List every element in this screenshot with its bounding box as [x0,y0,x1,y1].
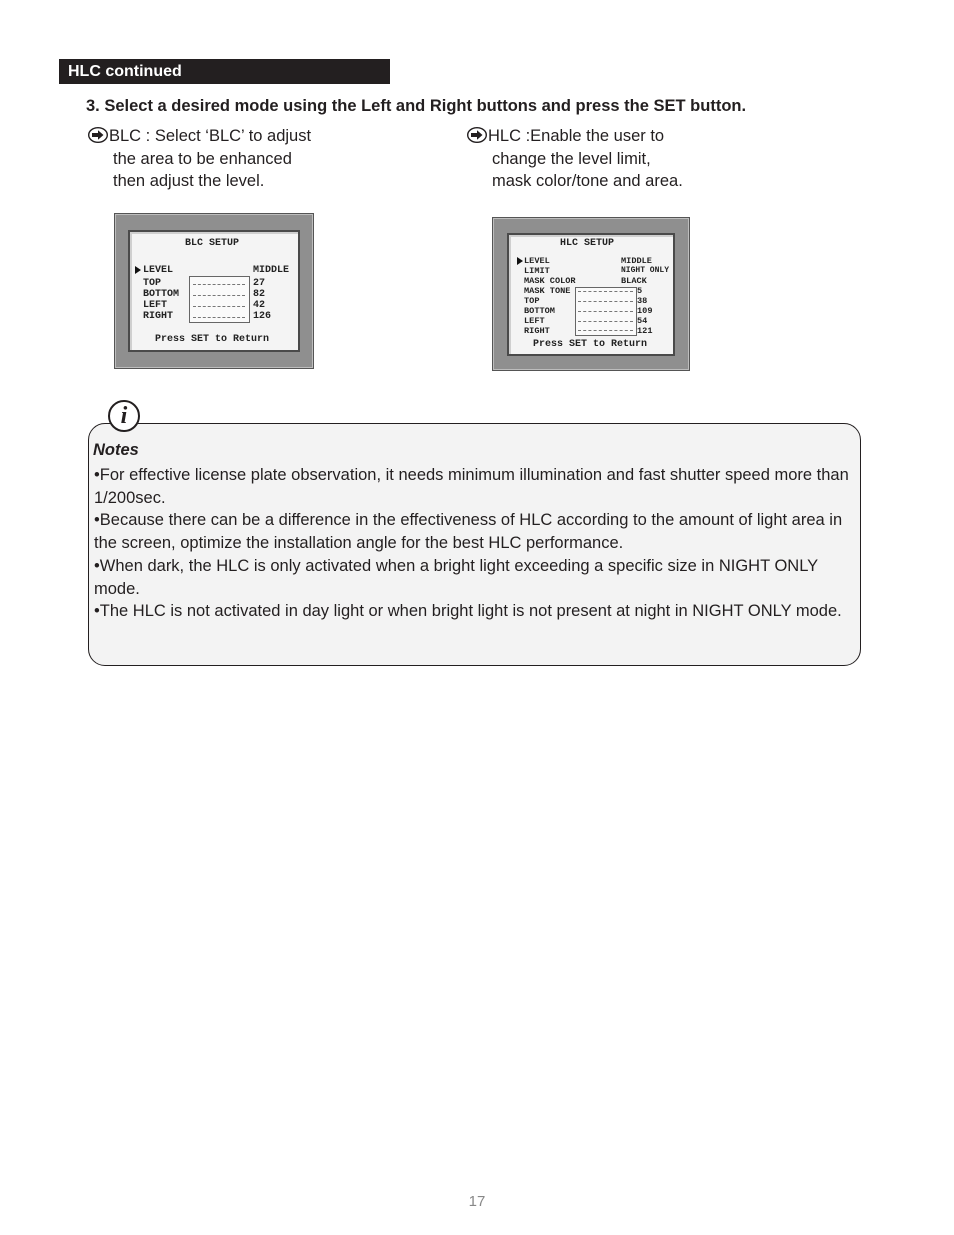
hlc-row-label: TOP [524,296,540,306]
blc-row-value: 42 [253,300,266,311]
hlc-row-value: MIDDLE [621,256,652,266]
blc-row-label: LEFT [143,300,168,311]
blc-row-value: 82 [253,289,266,300]
hlc-row-label: LEFT [524,316,545,326]
hlc-row-value: 38 [637,296,648,306]
blc-line-1: BLC : Select ‘BLC’ to adjust [109,127,312,145]
info-icon: i [108,400,140,432]
blc-row-label: TOP [143,278,162,289]
hlc-row-label: MASK COLOR [524,276,576,286]
hlc-row-label: RIGHT [524,326,550,336]
note-item: •The HLC is not activated in day light or when bright light is not present at night in NIGHT ONLY mode. [94,602,842,621]
notes-title: Notes [93,441,139,459]
blc-line-3: then adjust the level. [113,172,265,190]
hlc-row-label: LEVEL [524,256,550,266]
blc-row-value: 27 [253,278,266,289]
arrow-right-icon [88,127,108,143]
hlc-row-label: LIMIT [524,266,550,276]
note-item: •For effective license plate observation, it needs minimum illumination and fast shutter speed more than 1/200sec. [94,466,849,507]
cursor-triangle-icon [517,257,523,265]
notes-list [94,464,854,623]
blc-row-value: MIDDLE [253,265,290,276]
hlc-line-1: HLC :Enable the user to [488,127,665,145]
blc-line-2: the area to be enhanced [113,149,292,168]
section-header: HLC continued [59,59,390,84]
hlc-row-value: 121 [637,326,653,336]
hlc-screen-title: HLC SETUP [560,238,615,249]
blc-row-label: LEVEL [143,265,174,276]
cursor-triangle-icon [135,266,141,274]
blc-description [88,125,311,193]
blc-setup-screen [114,213,314,369]
blc-row-value: 126 [253,311,272,322]
hlc-setup-screen [492,217,690,371]
hlc-line-3: mask color/tone and area. [492,172,683,190]
hlc-row-label: BOTTOM [524,306,555,316]
hlc-row-value: BLACK [621,276,647,286]
hlc-row-value: 109 [637,306,653,316]
blc-screen-footer: Press SET to Return [155,334,270,345]
hlc-description [467,125,683,193]
blc-screen-title: BLC SETUP [185,238,240,249]
hlc-row-value: 5 [637,286,643,296]
hlc-row-label: MASK TONE [524,286,571,296]
hlc-line-2: change the level limit, [492,149,651,168]
note-item: •Because there can be a difference in the effectiveness of HLC according to the amount of light area in the screen, optimize the installation angle for the best HLC performance. [94,511,843,553]
blc-row-label: RIGHT [143,311,174,322]
hlc-row-value: NIGHT ONLY [621,266,670,275]
page-number: 17 [468,1193,486,1210]
blc-row-label: BOTTOM [143,289,180,300]
hlc-row-value: 54 [637,316,648,326]
arrow-right-icon [467,127,487,143]
step-instruction: 3. Select a desired mode using the Left and Right buttons and press the SET button. [86,97,747,115]
note-item: •When dark, the HLC is only activated when a bright light exceeding a specific size in NIGHT ONLY mode. [94,556,818,598]
hlc-screen-footer: Press SET to Return [533,339,648,350]
